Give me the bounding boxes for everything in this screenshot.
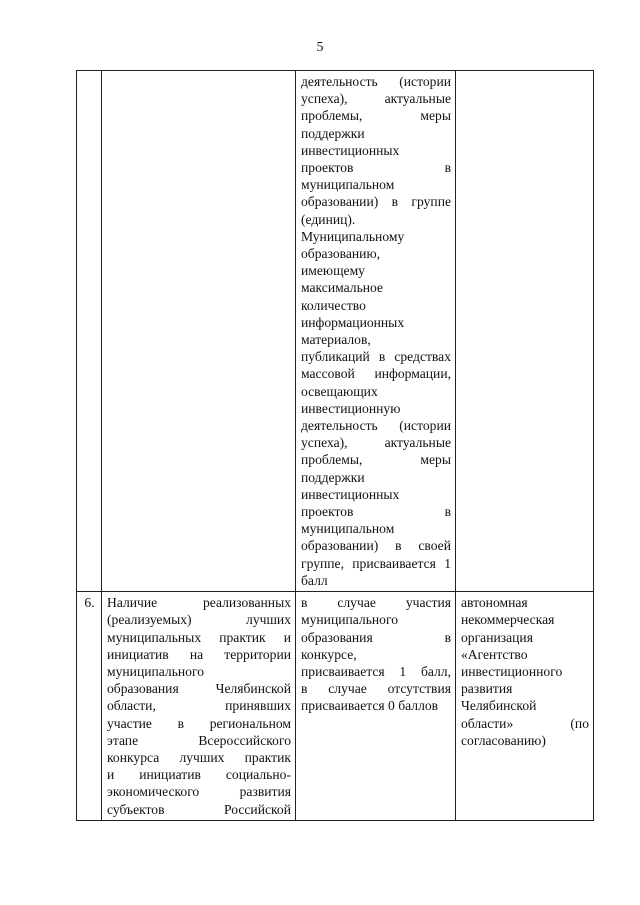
row-number-cell: 6.: [77, 592, 102, 821]
text-line: этапе Всероссийского: [107, 732, 291, 748]
text-line: муниципального: [301, 612, 399, 628]
text-line: муниципальном: [301, 177, 395, 193]
responsible-cell: [456, 592, 594, 821]
text-line: деятельность (истории: [301, 74, 451, 89]
text-line: развития: [461, 681, 513, 697]
text-line: проблемы, меры: [301, 108, 451, 124]
text-line: субъектов Российской: [107, 801, 291, 817]
text-line: муниципальных практик и: [107, 629, 291, 645]
text-line: образования Челябинской: [107, 681, 291, 697]
text-line: успеха), актуальные: [301, 91, 451, 107]
text-line: освещающих: [301, 383, 378, 399]
text-line: Челябинской: [461, 698, 537, 714]
text-line: «Агентство: [461, 646, 528, 662]
responsible-cell: [456, 71, 594, 592]
text-line: образовании) в группе: [301, 194, 451, 210]
text-line: области, принявших: [107, 698, 291, 714]
table-row: [77, 592, 594, 821]
text-line: инициатив на территории: [107, 646, 291, 662]
indicator-text: [107, 594, 291, 818]
text-line: поддержки: [301, 125, 365, 141]
text-line: (единиц).: [301, 211, 356, 227]
text-line: проектов в: [301, 160, 451, 176]
text-line: в случае отсутствия: [301, 681, 451, 697]
text-line: муниципальном: [301, 521, 395, 537]
text-line: публикаций в средствах: [301, 349, 451, 365]
text-line: информационных: [301, 314, 405, 330]
text-line: некоммерческая: [461, 612, 555, 628]
text-line: инвестиционного: [461, 663, 563, 679]
text-line: поддержки: [301, 469, 365, 485]
text-line: в случае участия: [301, 595, 451, 611]
text-line: инвестиционную: [301, 400, 401, 416]
text-line: и инициатив социально-: [107, 767, 291, 783]
text-line: автономная: [461, 595, 528, 611]
text-line: организация: [461, 629, 533, 645]
indicator-cell: [102, 592, 296, 821]
text-line: успеха), актуальные: [301, 435, 451, 451]
text-line: проблемы, меры: [301, 452, 451, 468]
text-line: инвестиционных: [301, 486, 400, 502]
text-line: образования в: [301, 629, 451, 645]
text-line: материалов,: [301, 332, 371, 348]
responsible-text: [461, 594, 589, 749]
calculation-text: [301, 73, 451, 589]
row-number-cell: [77, 71, 102, 592]
text-line: муниципального: [107, 663, 205, 679]
text-line: деятельность (истории: [301, 418, 451, 434]
text-line: инвестиционных: [301, 142, 400, 158]
text-line: количество: [301, 297, 366, 313]
text-line: образовании) в своей: [301, 538, 451, 554]
text-line: (реализуемых) лучших: [107, 612, 291, 628]
text-line: Наличие реализованных: [107, 595, 291, 611]
text-line: Муниципальному: [301, 228, 405, 244]
text-line: экономического развития: [107, 784, 291, 800]
calculation-cell: [296, 592, 456, 821]
calculation-cell: [296, 71, 456, 592]
text-line: массовой информации,: [301, 366, 451, 382]
text-line: максимальное: [301, 280, 384, 296]
text-line: проектов в: [301, 504, 451, 520]
text-line: участие в региональном: [107, 715, 291, 731]
table-row: [77, 71, 594, 592]
text-line: балл: [301, 572, 328, 588]
text-line: имеющему: [301, 263, 365, 279]
text-line: конкурсе,: [301, 646, 357, 662]
text-line: конкурса лучших практик: [107, 749, 291, 765]
text-line: присваивается 1 балл,: [301, 663, 451, 679]
criteria-table: [76, 70, 594, 821]
indicator-cell: [102, 71, 296, 592]
calculation-text: [301, 594, 451, 714]
page-number: 5: [316, 40, 324, 55]
text-line: образованию,: [301, 246, 381, 262]
text-line: присваивается 0 баллов: [301, 698, 439, 714]
text-line: группе, присваивается 1: [301, 555, 451, 571]
text-line: области» (по: [461, 715, 589, 731]
text-line: согласованию): [461, 732, 546, 748]
